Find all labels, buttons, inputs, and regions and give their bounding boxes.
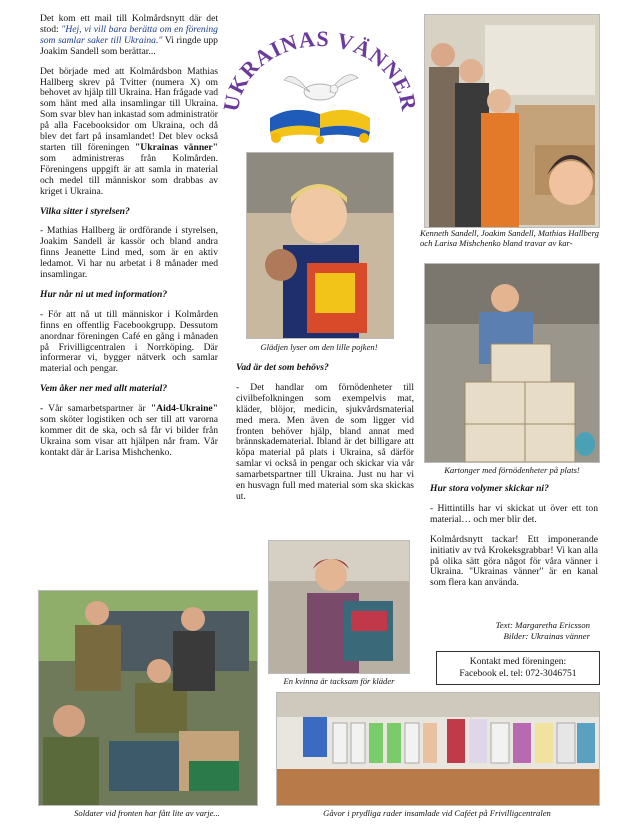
caption-woman: En kvinna är tacksam för kläder	[283, 676, 395, 686]
contact-box	[436, 651, 600, 685]
soldiers-photo-graphic	[39, 591, 257, 805]
article-col1	[40, 14, 218, 468]
credit-text: Text: Margaretha Ericsson	[495, 620, 590, 630]
contact-heading: Kontakt med föreningen:	[469, 656, 567, 667]
information-paragraph: - För att nå ut till människor i Kolmården finns en offentlig Facebookgrupp. Dessutom anordnar föreningen Café en gång i månaden på Frivilligcentralen i Norrköping. Där informerar vi, bygger nätverk och samlar material och pengar.	[40, 308, 218, 375]
heading-volumes: Hur stora volymer skickar ni?	[430, 483, 549, 494]
partner-name: "Aid4-Ukraine"	[150, 403, 218, 415]
origin-text-end: som administreras från Kolmården. Föreningens uppgift är att samla in material och medel till människor som drabbas av kriget i Ukraina.	[40, 152, 218, 197]
photo-group	[424, 14, 600, 228]
intro-text: Det kom ett mail till Kolmårdsnytt där det stod:	[40, 13, 218, 35]
heading-board: Vilka sitter i styrelsen?	[40, 205, 130, 217]
handshake-icon	[270, 110, 370, 144]
credits	[430, 620, 590, 641]
article-col3	[430, 484, 598, 598]
intro-text-end: Vi ringde upp Joakim Sandell som berättar...	[40, 34, 218, 57]
boxes-photo-graphic	[425, 264, 599, 462]
caption-boy: Glädjen lyser om den lille pojken!	[260, 342, 378, 352]
credit-photos: Bilder: Ukrainas vänner	[503, 630, 590, 641]
heading-needs: Vad är det som behövs?	[236, 362, 329, 373]
volumes-paragraph: - Hittintills har vi skickat ut över ett ton material… och mer blir det.	[430, 502, 598, 525]
dove-icon	[284, 75, 358, 100]
heading-transport: Vem åker ner med allt material?	[40, 383, 168, 395]
contact-details: Facebook el. tel: 072-3046751	[459, 668, 577, 679]
caption-soldiers: Soldater vid fronten har fått lite av varje...	[74, 808, 220, 818]
group-photo-graphic	[425, 15, 599, 227]
transport-text: - Vår samarbetspartner är	[40, 403, 151, 415]
needs-paragraph: - Det handlar om förnödenheter till civilbefolkningen som exempelvis mat, kläder, blöjor, medicin, sjukvårdsmaterial med mera. Men även de som ligger vid fronten behöver hjälp, bland annat med brännskadematerial. Ibland är det billigare att köpa material på plats i Ukraina, så därför samlar vi också in pengar och skickar via vår samarbetspartner till Ukraina. Just nu har vi en husvagn full med material som ska skickas ut.	[236, 381, 414, 502]
photo-soldiers	[38, 590, 258, 806]
intro-paragraph	[40, 14, 218, 58]
transport-paragraph	[40, 404, 218, 459]
caption-boxes: Kartonger med förnödenheter på plats!	[444, 465, 580, 475]
association-name: "Ukrainas vänner"	[134, 141, 218, 153]
origin-paragraph	[40, 67, 218, 198]
ukrainas-vanner-logo	[222, 18, 418, 146]
photo-gifts	[276, 692, 600, 806]
origin-text: Det började med att Kolmårdsbon Mathias Hallberg skrev på Tvitter (numera X) om behovet av hjälp till Ukraina. Han frågade vad som hänt med alla insamlingar till Ukraina. Som svar blev han inkastad som administratör på alla Facebooksidor om Ukraina, och då blev det fart på insamlandet! Det blev också starten till föreningen	[40, 65, 218, 153]
intro-quote: "Hej, vi vill bara berätta om en förening som samlar saker till Ukraina."	[40, 23, 218, 46]
caption-group: Kenneth Sandell, Joakim Sandell, Mathias Hallberg och Larisa Mishchenko bland travar av kar-	[420, 228, 599, 248]
caption-gifts: Gåvor i prydliga rader insamlade vid Caféet på Frivilligcentralen	[323, 808, 551, 818]
svg-text:UKRAINAS VÄNNER	[222, 26, 418, 114]
woman-photo-graphic	[269, 541, 409, 673]
article-col2	[236, 363, 414, 512]
photo-boxes	[424, 263, 600, 463]
gifts-photo-graphic	[277, 693, 599, 805]
photo-boy	[246, 152, 394, 339]
thanks-paragraph: Kolmårdsnytt tackar! Ett imponerande initiativ av två Krokeksgrabbar! Vi kan alla på olika sätt göra något för våra vänner i Ukraina. "Ukrainas vänner" är en kanal som flera kan använda.	[430, 533, 598, 589]
transport-text-end: som sköter logistiken och ser till att varorna kommer dit de ska, och så får vi bilder från Ukraina som visar att hjälpen når fram. Vår kontakt där är Larisa Mishchenko.	[40, 414, 218, 458]
board-paragraph: - Mathias Hallberg är ordförande i styrelsen, Joakim Sandell är kassör och bland andra finns Jeanette Lind med, som är en aktiv ledamot. Vi har nu arbetat i 8 månader med insamlingar.	[40, 225, 218, 281]
photo-woman	[268, 540, 410, 674]
heading-information: Hur når ni ut med information?	[40, 288, 168, 300]
logo-text: KRAINAS VÄNNE	[223, 25, 417, 99]
boy-photo-graphic	[247, 153, 393, 338]
logo-graphic	[222, 18, 418, 146]
